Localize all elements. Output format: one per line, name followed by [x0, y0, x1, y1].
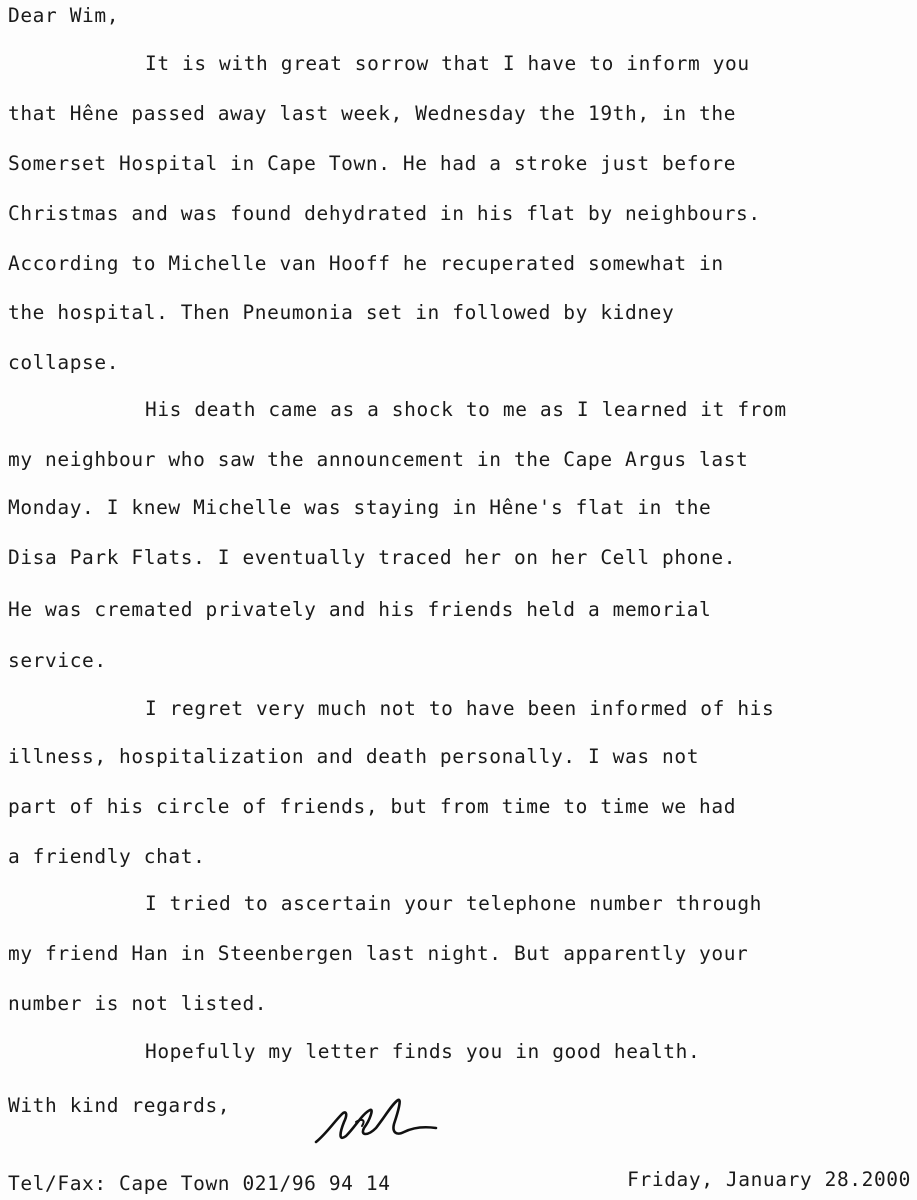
- letter-line-5: According to Michelle van Hooff he recuperated somewhat in: [8, 252, 724, 275]
- letter-line-14: I regret very much not to have been informed of his: [145, 697, 775, 720]
- letter-line-3: Somerset Hospital in Cape Town. He had a stroke just before: [8, 152, 737, 175]
- handwritten-signature: [312, 1092, 452, 1152]
- letter-line-1: It is with great sorrow that I have to inform you: [145, 52, 750, 75]
- letter-line-10: Monday. I knew Michelle was staying in Hêne's flat in the: [8, 496, 712, 519]
- letter-line-13: service.: [8, 649, 107, 672]
- letter-line-11: Disa Park Flats. I eventually traced her on her Cell phone.: [8, 546, 737, 569]
- letter-line-20: number is not listed.: [8, 992, 268, 1015]
- letter-line-2: that Hêne passed away last week, Wednesday the 19th, in the: [8, 102, 737, 125]
- letter-line-8: His death came as a shock to me as I learned it from: [145, 398, 787, 421]
- letter-line-4: Christmas and was found dehydrated in his flat by neighbours.: [8, 202, 761, 225]
- closing: With kind regards,: [8, 1094, 231, 1117]
- letter-line-12: He was cremated privately and his friends held a memorial: [8, 598, 712, 621]
- contact-line: Tel/Fax: Cape Town 021/96 94 14: [8, 1172, 391, 1195]
- letter-line-19: my friend Han in Steenbergen last night. But apparently your: [8, 942, 749, 965]
- letter-line-6: the hospital. Then Pneumonia set in followed by kidney: [8, 301, 675, 324]
- letter-line-18: I tried to ascertain your telephone number through: [145, 892, 762, 915]
- letter-line-9: my neighbour who saw the announcement in the Cape Argus last: [8, 448, 749, 471]
- letter-line-21: Hopefully my letter finds you in good health.: [145, 1040, 701, 1063]
- letter-line-17: a friendly chat.: [8, 845, 206, 868]
- letter-line-15: illness, hospitalization and death personally. I was not: [8, 745, 700, 768]
- salutation: Dear Wim,: [8, 4, 120, 27]
- letter-line-16: part of his circle of friends, but from time to time we had: [8, 795, 737, 818]
- letter-line-7: collapse.: [8, 351, 120, 374]
- letter-date: Friday, January 28.2000: [627, 1168, 911, 1191]
